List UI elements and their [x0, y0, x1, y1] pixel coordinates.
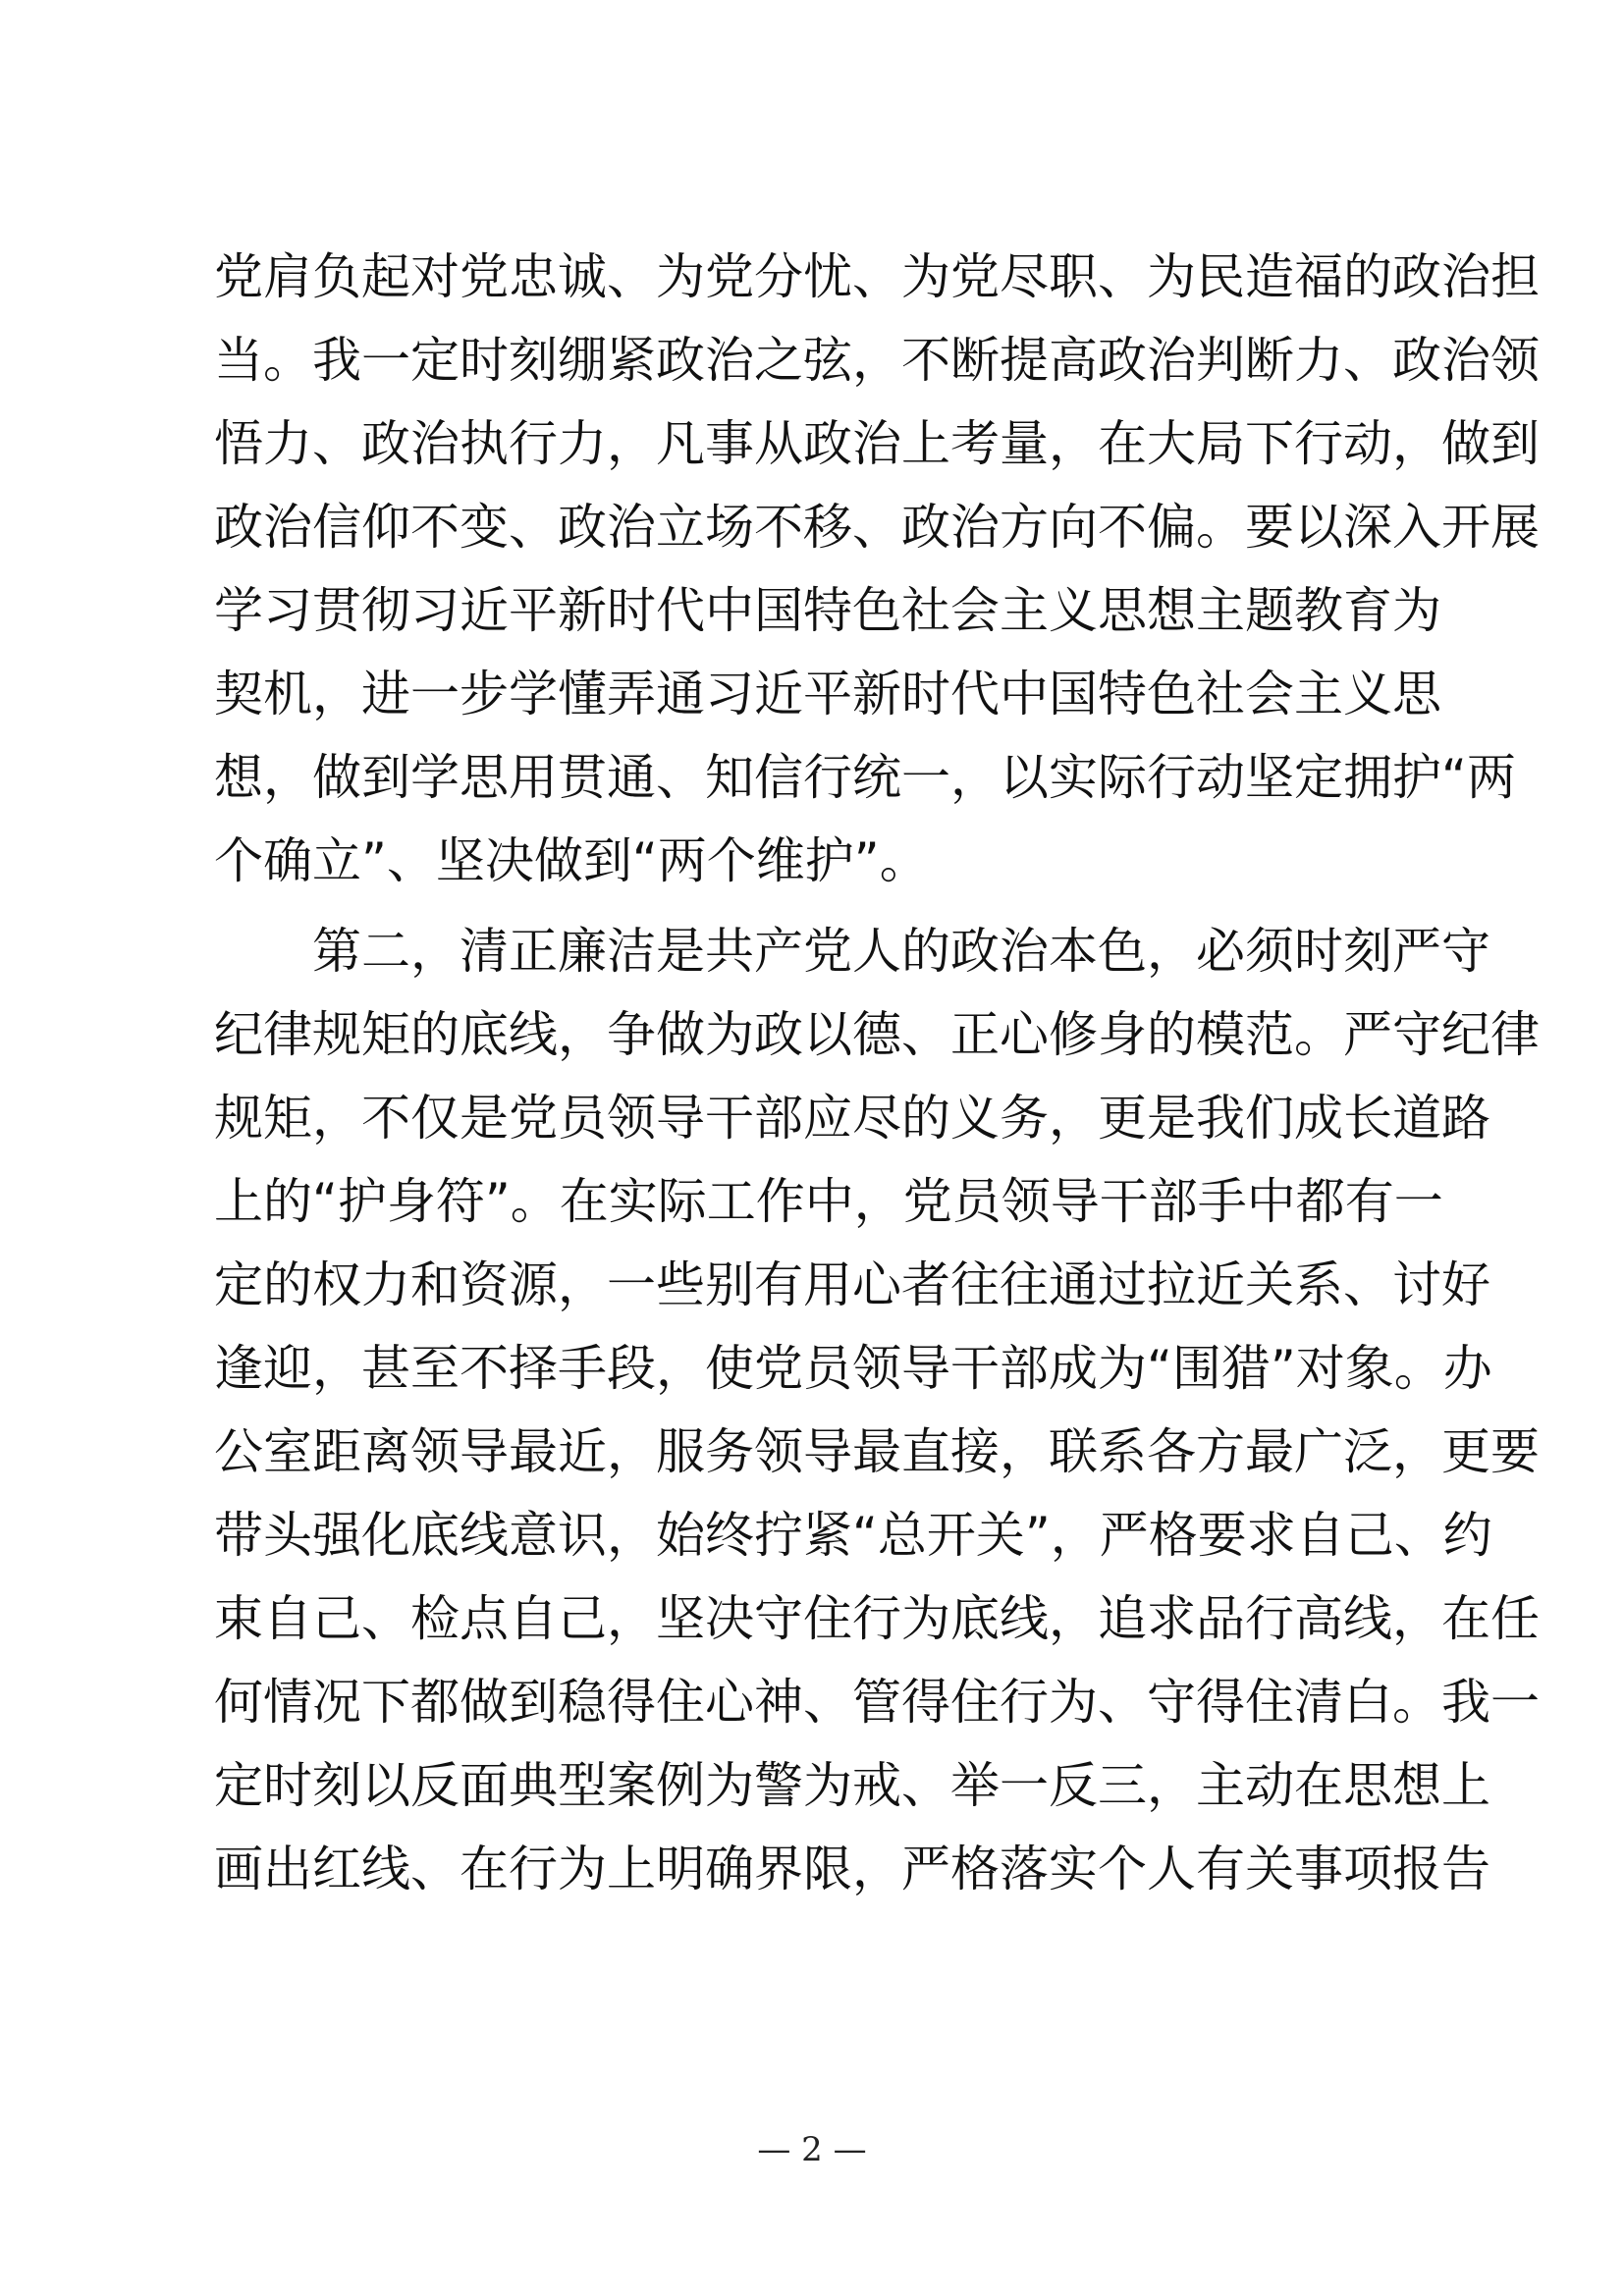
text-line: 政治信仰不变、政治立场不移、政治方向不偏。要以深入开展 — [214, 499, 1540, 556]
text-line: 上的“护身符”。在实际工作中，党员领导干部手中都有一 — [214, 1173, 1443, 1230]
text-line: 束自己、检点自己，坚决守住行为底线，追求品行高线，在任 — [214, 1590, 1540, 1647]
text-line: 想，做到学思用贯通、知信行统一，以实际行动坚定拥护“两 — [214, 749, 1516, 806]
text-line: 学习贯彻习近平新时代中国特色社会主义思想主题教育为 — [214, 582, 1441, 639]
text-line: 定的权力和资源，一些别有用心者往往通过拉近关系、讨好 — [214, 1256, 1490, 1313]
text-line: 带头强化底线意识，始终拧紧“总开关”，严格要求自己、约 — [214, 1507, 1492, 1564]
page-number: — 2 — — [757, 2130, 867, 2169]
text-line: 契机，进一步学懂弄通习近平新时代中国特色社会主义思 — [214, 666, 1441, 722]
text-line: 规矩，不仅是党员领导干部应尽的义务，更是我们成长道路 — [214, 1090, 1490, 1147]
text-line: 当。我一定时刻绷紧政治之弦，不断提高政治判断力、政治领 — [214, 332, 1540, 389]
text-line: 公室距离领导最近，服务领导最直接，联系各方最广泛，更要 — [214, 1423, 1540, 1480]
text-line: 何情况下都做到稳得住心神、管得住行为、守得住清白。我一 — [214, 1674, 1540, 1731]
text-line: 纪律规矩的底线，争做为政以德、正心修身的模范。严守纪律 — [214, 1006, 1540, 1063]
text-line: 定时刻以反面典型案例为警为戒、举一反三，主动在思想上 — [214, 1757, 1490, 1814]
text-line: 个确立”、坚决做到“两个维护”。 — [214, 832, 929, 889]
text-line: 第二，清正廉洁是共产党人的政治本色，必须时刻严守 — [312, 923, 1490, 980]
text-line: 画出红线、在行为上明确界限，严格落实个人有关事项报告 — [214, 1841, 1490, 1897]
text-line: 党肩负起对党忠诚、为党分忧、为党尽职、为民造福的政治担 — [214, 248, 1540, 305]
text-line: 悟力、政治执行力，凡事从政治上考量，在大局下行动，做到 — [214, 415, 1540, 472]
text-line: 逢迎，甚至不择手段，使党员领导干部成为“围猎”对象。办 — [214, 1340, 1492, 1397]
